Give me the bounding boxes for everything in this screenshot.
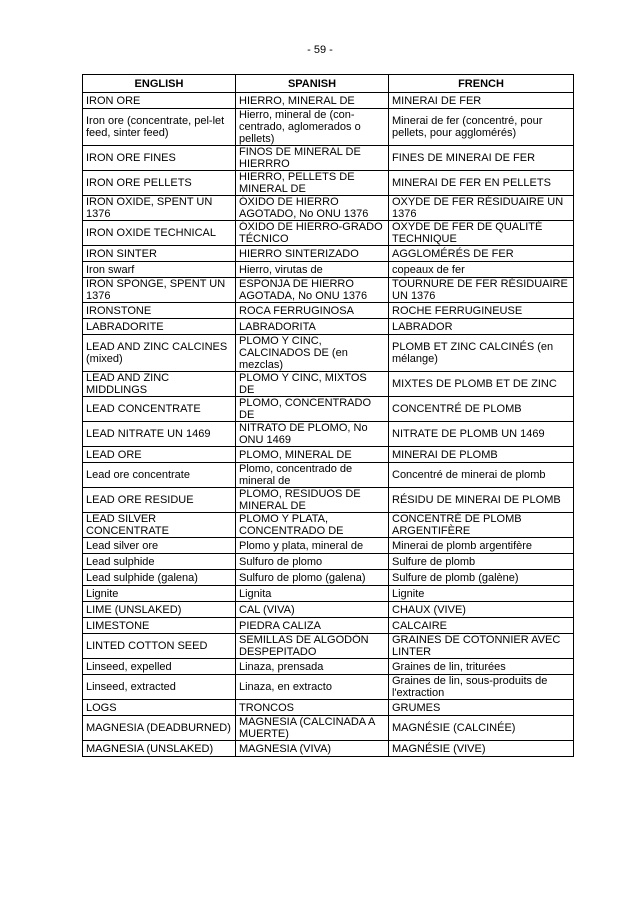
cell-spanish: Sulfuro de plomo xyxy=(236,554,389,570)
cell-english: Linseed, expelled xyxy=(83,659,236,675)
cell-french: MINERAI DE FER xyxy=(389,93,574,109)
table-row xyxy=(83,463,574,488)
cell-english: IRONSTONE xyxy=(83,303,236,319)
cell-english: IRON ORE xyxy=(83,93,236,109)
cell-english: Lead silver ore xyxy=(83,538,236,554)
table-row xyxy=(83,146,574,171)
cell-spanish: FINOS DE MINERAL DE HIERRRO xyxy=(236,146,389,171)
header-spanish: SPANISH xyxy=(236,75,389,93)
cell-spanish: Sulfuro de plomo (galena) xyxy=(236,570,389,586)
cell-french: NITRATE DE PLOMB UN 1469 xyxy=(389,422,574,447)
cell-english: Lignite xyxy=(83,586,236,602)
cell-english: Iron ore (concentrate, pel-let feed, sinter feed) xyxy=(83,109,236,146)
cell-spanish: TRONCOS xyxy=(236,700,389,716)
table-row xyxy=(83,319,574,335)
cell-english: IRON ORE FINES xyxy=(83,146,236,171)
cell-english: LABRADORITE xyxy=(83,319,236,335)
cell-spanish: PLOMO Y CINC, MIXTOS DE xyxy=(236,372,389,397)
cell-spanish: Linaza, en extracto xyxy=(236,675,389,700)
cell-english: LOGS xyxy=(83,700,236,716)
table-row xyxy=(83,447,574,463)
table-row xyxy=(83,303,574,319)
cell-english: MAGNESIA (UNSLAKED) xyxy=(83,741,236,757)
cell-spanish: HIERRO, MINERAL DE xyxy=(236,93,389,109)
table-row xyxy=(83,422,574,447)
table-row xyxy=(83,602,574,618)
cell-french: FINES DE MINERAI DE FER xyxy=(389,146,574,171)
cell-spanish: Linaza, prensada xyxy=(236,659,389,675)
cell-french: Lignite xyxy=(389,586,574,602)
cell-english: Linseed, extracted xyxy=(83,675,236,700)
table-row xyxy=(83,513,574,538)
cell-spanish: ÓXIDO DE HIERRO-GRADO TÉCNICO xyxy=(236,221,389,246)
cell-spanish: ÓXIDO DE HIERRO AGOTADO, No ONU 1376 xyxy=(236,196,389,221)
table-row xyxy=(83,262,574,278)
cell-french: Graines de lin, triturées xyxy=(389,659,574,675)
table-body xyxy=(83,93,574,757)
cell-english: IRON OXIDE TECHNICAL xyxy=(83,221,236,246)
cell-spanish: ROCA FERRUGINOSA xyxy=(236,303,389,319)
cell-spanish: PLOMO Y PLATA, CONCENTRADO DE xyxy=(236,513,389,538)
cell-french: Sulfure de plomb (galène) xyxy=(389,570,574,586)
cell-french: Minerai de fer (concentré, pour pellets, pour agglomérés) xyxy=(389,109,574,146)
cell-english: IRON ORE PELLETS xyxy=(83,171,236,196)
cell-spanish: CAL (VIVA) xyxy=(236,602,389,618)
table-row xyxy=(83,659,574,675)
table-row xyxy=(83,741,574,757)
table-row xyxy=(83,618,574,634)
cell-french: PLOMB ET ZINC CALCINÉS (en mélange) xyxy=(389,335,574,372)
cell-english: LIME (UNSLAKED) xyxy=(83,602,236,618)
cell-french: RÉSIDU DE MINERAI DE PLOMB xyxy=(389,488,574,513)
cell-spanish: MAGNESIA (VIVA) xyxy=(236,741,389,757)
cell-french: GRUMES xyxy=(389,700,574,716)
table-row xyxy=(83,221,574,246)
cell-spanish: HIERRO, PELLETS DE MINERAL DE xyxy=(236,171,389,196)
cell-french: Concentré de minerai de plomb xyxy=(389,463,574,488)
cell-english: IRON SPONGE, SPENT UN 1376 xyxy=(83,278,236,303)
cell-spanish: LABRADORITA xyxy=(236,319,389,335)
table-row xyxy=(83,634,574,659)
cell-english: IRON OXIDE, SPENT UN 1376 xyxy=(83,196,236,221)
cell-french: Minerai de plomb argentifère xyxy=(389,538,574,554)
table-row xyxy=(83,716,574,741)
table-row xyxy=(83,335,574,372)
table-row xyxy=(83,109,574,146)
glossary-table xyxy=(82,74,574,757)
cell-english: Lead sulphide xyxy=(83,554,236,570)
table-row xyxy=(83,278,574,303)
cell-english: MAGNESIA (DEADBURNED) xyxy=(83,716,236,741)
table-header xyxy=(83,75,574,93)
cell-english: Iron swarf xyxy=(83,262,236,278)
cell-english: LIMESTONE xyxy=(83,618,236,634)
table-row xyxy=(83,586,574,602)
cell-french: MINERAI DE FER EN PELLETS xyxy=(389,171,574,196)
cell-french: AGGLOMÉRÉS DE FER xyxy=(389,246,574,262)
cell-french: Sulfure de plomb xyxy=(389,554,574,570)
cell-french: MAGNÉSIE (VIVE) xyxy=(389,741,574,757)
cell-spanish: Hierro, mineral de (con-centrado, aglomerados o pellets) xyxy=(236,109,389,146)
cell-english: LINTED COTTON SEED xyxy=(83,634,236,659)
cell-spanish: Plomo y plata, mineral de xyxy=(236,538,389,554)
header-english: ENGLISH xyxy=(83,75,236,93)
cell-french: Graines de lin, sous-produits de l'extraction xyxy=(389,675,574,700)
cell-french: CALCAIRE xyxy=(389,618,574,634)
cell-spanish: Lignita xyxy=(236,586,389,602)
table-row xyxy=(83,93,574,109)
cell-french: copeaux de fer xyxy=(389,262,574,278)
table-row xyxy=(83,554,574,570)
cell-spanish: Hierro, virutas de xyxy=(236,262,389,278)
cell-english: LEAD CONCENTRATE xyxy=(83,397,236,422)
cell-english: LEAD ORE RESIDUE xyxy=(83,488,236,513)
cell-french: OXYDE DE FER DE QUALITÉ TECHNIQUE xyxy=(389,221,574,246)
table-row xyxy=(83,372,574,397)
table-row xyxy=(83,397,574,422)
cell-spanish: SEMILLAS DE ALGODÓN DESPEPITADO xyxy=(236,634,389,659)
cell-french: LABRADOR xyxy=(389,319,574,335)
cell-spanish: Plomo, concentrado de mineral de xyxy=(236,463,389,488)
table-row xyxy=(83,675,574,700)
cell-english: LEAD SILVER CONCENTRATE xyxy=(83,513,236,538)
cell-french: TOURNURE DE FER RÉSIDUAIRE UN 1376 xyxy=(389,278,574,303)
cell-english: Lead ore concentrate xyxy=(83,463,236,488)
cell-spanish: PLOMO, MINERAL DE xyxy=(236,447,389,463)
cell-spanish: PLOMO, RESIDUOS DE MINERAL DE xyxy=(236,488,389,513)
cell-spanish: NITRATO DE PLOMO, No ONU 1469 xyxy=(236,422,389,447)
cell-spanish: MAGNESIA (CALCINADA A MUERTE) xyxy=(236,716,389,741)
cell-english: LEAD AND ZINC MIDDLINGS xyxy=(83,372,236,397)
cell-french: OXYDE DE FER RÉSIDUAIRE UN 1376 xyxy=(389,196,574,221)
cell-spanish: HIERRO SINTERIZADO xyxy=(236,246,389,262)
cell-french: CHAUX (VIVE) xyxy=(389,602,574,618)
cell-english: LEAD NITRATE UN 1469 xyxy=(83,422,236,447)
table-row xyxy=(83,570,574,586)
cell-spanish: PLOMO, CONCENTRADO DE xyxy=(236,397,389,422)
cell-french: MINERAI DE PLOMB xyxy=(389,447,574,463)
cell-spanish: ESPONJA DE HIERRO AGOTADA, No ONU 1376 xyxy=(236,278,389,303)
table-row xyxy=(83,488,574,513)
cell-french: MAGNÉSIE (CALCINÉE) xyxy=(389,716,574,741)
cell-english: Lead sulphide (galena) xyxy=(83,570,236,586)
cell-english: LEAD AND ZINC CALCINES (mixed) xyxy=(83,335,236,372)
cell-french: CONCENTRÉ DE PLOMB xyxy=(389,397,574,422)
cell-english: LEAD ORE xyxy=(83,447,236,463)
cell-french: MIXTES DE PLOMB ET DE ZINC xyxy=(389,372,574,397)
page-number: - 59 - xyxy=(307,44,333,56)
table-row xyxy=(83,700,574,716)
table-row xyxy=(83,538,574,554)
header-row xyxy=(83,75,574,93)
cell-spanish: PLOMO Y CINC, CALCINADOS DE (en mezclas) xyxy=(236,335,389,372)
table-row xyxy=(83,196,574,221)
cell-spanish: PIEDRA CALIZA xyxy=(236,618,389,634)
table-row xyxy=(83,246,574,262)
cell-french: GRAINES DE COTONNIER AVEC LINTER xyxy=(389,634,574,659)
table-row xyxy=(83,171,574,196)
header-french: FRENCH xyxy=(389,75,574,93)
cell-french: CONCENTRÉ DE PLOMB ARGENTIFÈRE xyxy=(389,513,574,538)
cell-french: ROCHE FERRUGINEUSE xyxy=(389,303,574,319)
cell-english: IRON SINTER xyxy=(83,246,236,262)
